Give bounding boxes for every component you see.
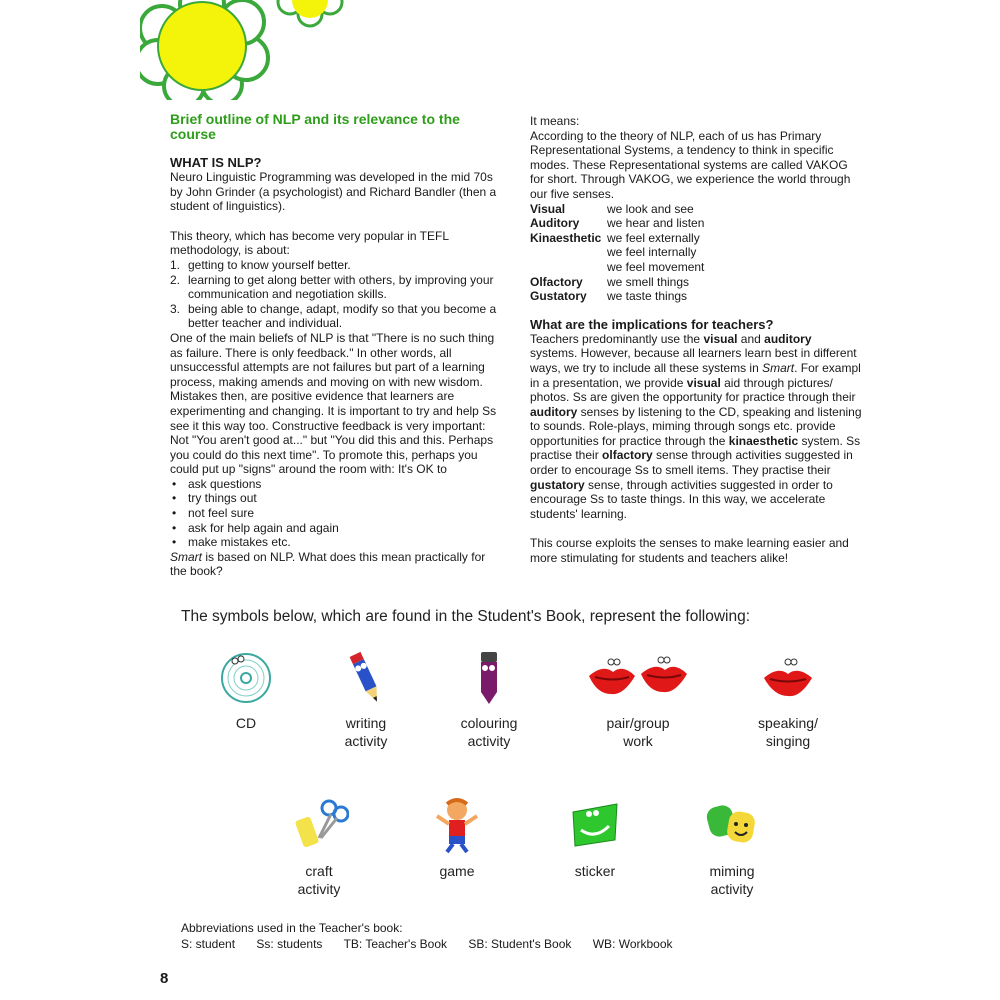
symbol-speaking <box>728 648 848 750</box>
masks-icon <box>702 796 762 856</box>
symbol-game <box>397 796 517 880</box>
vakog-term: Visual <box>530 201 566 216</box>
list-item: • try things out <box>170 491 505 506</box>
vakog-desc: we smell things <box>607 274 690 289</box>
list-item: • make mistakes etc. <box>170 535 505 550</box>
abbreviations-list <box>181 936 691 952</box>
symbol-colouring <box>429 648 549 750</box>
vakog-desc: we hear and listen <box>607 216 705 231</box>
bullet-list <box>170 477 505 550</box>
symbol-cd <box>186 648 306 732</box>
vakog-list <box>530 202 862 304</box>
symbols-heading: The symbols below, which are found in the Student's Book, represent the following: <box>181 608 751 625</box>
lips-icon <box>758 648 818 708</box>
list-item: • ask for help again and again <box>170 521 505 536</box>
symbol-label: colouring activity <box>460 715 518 749</box>
vakog-term: Auditory <box>530 216 580 231</box>
paragraph: Teachers predominantly use the visual and auditory systems. However, because all learners learn best in different ways, we try to include all these systems in Smart. For exampl in a presentation, we provide visual aid through pictures/ photos. Ss are given the opportunity for practice through their auditory senses by listening to the CD, speaking and listening to sounds. Role-plays, miming through songs etc. provide opportunities for practice through the kinaesthetic system. Ss practise their olfactory sense through activities suggested in order to encourage Ss to smell items. They practise their gustatory sense, through activities suggested in order to encourage Ss to taste things. In this way, we accelerate students' learning. <box>530 331 862 521</box>
symbol-label: writing activity <box>344 715 388 749</box>
cd-icon <box>216 648 276 708</box>
vakog-desc: we look and see <box>607 201 694 216</box>
game-kid-icon <box>427 796 487 856</box>
paragraph: Smart is based on NLP. What does this mean practically for the book? <box>170 549 486 579</box>
vakog-desc: we feel internally <box>607 245 697 260</box>
vakog-term: Gustatory <box>530 289 587 304</box>
vakog-term <box>530 260 607 275</box>
paragraph: This theory, which has become very popular in TEFL methodology, is about: <box>170 228 449 258</box>
left-column <box>170 112 505 579</box>
vakog-term: Kinaesthetic <box>530 230 602 245</box>
vakog-term: Olfactory <box>530 274 583 289</box>
crayon-icon <box>459 648 519 708</box>
abbreviations-title: Abbreviations used in the Teacher's book: <box>181 921 403 935</box>
abbreviation-item: WB: Workbook <box>592 937 673 951</box>
symbol-writing <box>306 648 426 750</box>
symbol-craft <box>259 796 379 898</box>
symbol-label: game <box>439 863 475 879</box>
vakog-desc: we feel externally <box>607 230 700 245</box>
symbol-label: pair/group work <box>606 715 670 749</box>
abbreviation-item: Ss: students <box>256 937 323 951</box>
right-column <box>530 114 862 566</box>
two-lips-icon <box>583 648 693 708</box>
implications-heading: What are the implications for teachers? <box>530 316 774 332</box>
vakog-desc: we taste things <box>607 289 688 304</box>
page-number: 8 <box>160 970 169 987</box>
symbol-sticker <box>535 796 655 880</box>
symbol-label: CD <box>235 715 257 731</box>
symbol-miming <box>672 796 792 898</box>
list-item: 2. learning to get along better with others, by improving your communication and negotiation skills. <box>170 272 494 302</box>
list-item: • not feel sure <box>170 506 505 521</box>
abbreviation-item: SB: Student's Book <box>468 937 572 951</box>
flower-decoration <box>140 0 360 100</box>
paragraph: Neuro Linguistic Programming was developed in the mid 70s by John Grinder (a psychologist) and Richard Bandler (then a student of linguistics). <box>170 170 497 214</box>
paragraph: According to the theory of NLP, each of us has Primary Representational Systems, a tendency to think in specific modes. These Representational systems are called VAKOG for short. Through VAKOG, we experience the world through our five senses. <box>530 128 851 201</box>
sticker-icon <box>565 796 625 856</box>
it-means-label: It means: <box>530 114 580 128</box>
paragraph: One of the main beliefs of NLP is that "There is no such thing as failure. There is only feedback." In other words, all unsuccessful attempts are not failures but part of a learning process, making amends and moving on with new wisdom. Mistakes then, are positive evidence that learners are experimenting and changing. It is important to try and help Ss see it this way too. Constructive feedback is very important: Not "You aren't good at..." but "You did this and this. Perhaps you could do this next time". To promote this, perhaps you could put up "signs" around the room with: It's OK to <box>170 330 497 477</box>
symbol-label: speaking/ singing <box>758 715 818 749</box>
abbreviation-item: S: student <box>181 937 236 951</box>
what-is-nlp-heading: WHAT IS NLP? <box>170 155 262 170</box>
vakog-term <box>530 245 607 260</box>
list-item: 3. being able to change, adapt, modify so that you become a better teacher and individual. <box>170 301 497 331</box>
symbol-pair-group <box>578 648 698 750</box>
closing-paragraph: This course exploits the senses to make learning easier and more stimulating for students and teachers alike! <box>530 536 849 566</box>
list-item: 1. getting to know yourself better. <box>170 257 351 272</box>
vakog-desc: we feel movement <box>607 259 705 274</box>
list-item: • ask questions <box>170 477 505 492</box>
glue-scissors-icon <box>289 796 349 856</box>
abbreviation-item: TB: Teacher's Book <box>343 937 448 951</box>
symbol-label: craft activity <box>297 863 341 897</box>
section-heading: Brief outline of NLP and its relevance to the course <box>170 111 460 142</box>
symbol-label: sticker <box>574 863 616 879</box>
pencil-icon <box>336 648 396 708</box>
symbol-label: miming activity <box>709 863 755 897</box>
numbered-list <box>170 258 505 331</box>
